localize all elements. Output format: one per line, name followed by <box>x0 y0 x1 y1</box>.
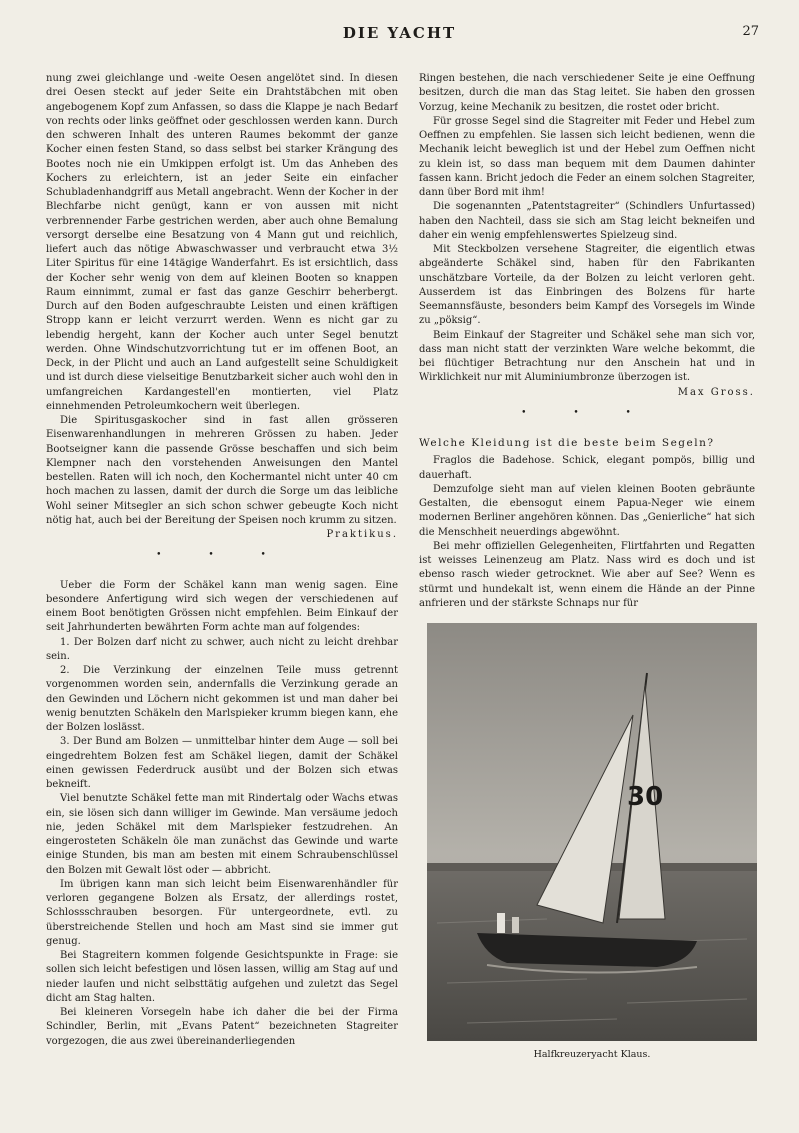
list-item: 3. Der Bund am Bolzen — unmittelbar hinter dem Auge — soll bei eingedrehtem Bolzen fest am Schäkel liegen, damit der Schäkel einen gewissen Federdruck ausübt und der Bolzen sich etwas bekneift. <box>46 736 398 790</box>
section-separator: • • • <box>521 407 653 418</box>
photo-caption: Halfkreuzeryacht Klaus. <box>533 1049 651 1060</box>
journal-title: DIE YACHT <box>342 24 457 42</box>
section-separator: • • • <box>156 550 288 561</box>
paragraph: Die Spiritusgaskocher sind in fast allen grösseren Eisenwarenhandlungen in mehreren Grössen zu haben. Jeder Bootseigner kann die passende Grösse beschaffen und sich beim Klempner nach den vorstehenden Anweisungen den Mantel bestellen. Raten will ich noch, den Kochermantel nicht unter 40 cm hoch machen zu lassen, damit der durch die Sorge um das leibliche Wohl seiner Mitsegler an sich schon schwer gebeugte Koch nicht nötig hat, auch bei der Bereitung der Speisen noch krumm zu sitzen. <box>46 415 398 526</box>
paragraph: Bei mehr offiziellen Gelegenheiten, Flirtfahrten und Regatten ist weisses Leinenzeug am Platz. Nass wird es doch und ist ebenso rasch wieder getrocknet. Wie aber auf See? Wenn es stürmt und hundekalt ist, wenn einem die Hände an der Pinne anfrieren und der stärkste Schnaps nur für <box>419 540 755 609</box>
paragraph: Mit Steckbolzen versehene Stagreiter, die eigentlich etwas abgeänderte Schäkel sind, haben für den Fabrikanten unschätzbare Vorteile, da der Bolzen zu leicht verloren geht. Ausserdem ist das Einbringen des Bolzens für harte Seemannsfäuste, besonders beim Kampf des Vorsegels im Winde zu „pöksig“. <box>419 244 755 327</box>
paragraph: Fraglos die Badehose. Schick, elegant pompös, billig und dauerhaft. <box>419 455 755 481</box>
paragraph: Bei Stagreitern kommen folgende Gesichtspunkte in Frage: sie sollen sich leicht befestigen und lösen lassen, willig am Stag auf und nieder laufen und nicht selbsttätig aufgehen und zuletzt das Segel dicht am Stag halten. <box>46 950 398 1004</box>
page-header <box>40 24 759 50</box>
author-signature: Praktikus. <box>326 529 398 540</box>
list-item: 1. Der Bolzen darf nicht zu schwer, auch nicht zu leicht drehbar sein. <box>46 636 398 662</box>
author-signature: Max Gross. <box>677 386 755 398</box>
left-column <box>46 72 398 1112</box>
paragraph: Die sogenannten „Patentstagreiter“ (Schindlers Unfurtassed) haben den Nachteil, dass sie sich am Stag leicht bekneifen und daher ein wenig empfehlenswertes Spielzeug sind. <box>419 201 755 241</box>
paragraph: Ringen bestehen, die nach verschiedener Seite je eine Oeffnung besitzen, durch die man das Stag leitet. Sie haben den grossen Vorzug, keine Mechanik zu besitzen, die rostet oder bricht. <box>419 73 755 113</box>
list-item: 2. Die Verzinkung der einzelnen Teile muss getrennt vorgenommen worden sein, andernfalls die Verzinkung gerade an den Gewinden und Löchern nicht gekommen ist und man daher bei wenig benutzten Schäkeln den Marlspieker krumm biegen kann, ehe der Bolzen loslässt. <box>46 665 398 733</box>
paragraph: Für grosse Segel sind die Stagreiter mit Feder und Hebel zum Oeffnen zu empfehlen. Sie lassen sich leicht bedienen, wenn die Mechanik leicht beweglich ist und der Hebel zum Oeffnen nicht zu klein ist, so dass man bequem mit dem Daumen dahinter fassen kann. Bricht jedoch die Feder an einem solchen Stagreiter, dann über Bord mit ihm! <box>419 115 755 198</box>
sail-number: 30 <box>627 782 664 812</box>
paragraph: Demzufolge sieht man auf vielen kleinen Booten gebräunte Gestalten, die ebensogut einem Papua-Neger wie einem modernen Berliner angehören können. Das „Genierliche“ hat sich die Menschheit neuerdings abgewöhnt. <box>419 483 755 538</box>
paragraph: Bei kleineren Vorsegeln habe ich daher die bei der Firma Schindler, Berlin, mit „Evans Patent“ bezeichneten Stagreiter vorgezogen, die aus zwei übereinanderliegenden <box>46 1007 398 1047</box>
paragraph: Beim Einkauf der Stagreiter und Schäkel sehe man sich vor, dass man nicht statt der verzinkten Ware welche bekommt, die bei flüchtiger Betrachtung nur den Anschein hat und in Wirklichkeit nur mit Aluminiumbronze überzogen ist. <box>419 329 755 384</box>
section-heading: Welche Kleidung ist die beste beim Segeln? <box>419 437 715 449</box>
paragraph: nung zwei gleichlange und -weite Oesen angelötet sind. In diesen drei Oesen steckt auf jeder Seite ein Drahtstäbchen mit oben angebogenem Kopf zum Anfassen, so dass die Klappe je nach Bedarf von rechts oder links geöffnet oder geschlossen werden kann. Durch den schweren Inhalt des unteren Raumes bekommt der ganze Kocher einen festen Stand, so dass selbst bei starker Krängung des Bootes noch nie ein Umkippen erfolgt ist. Um das Anheben des Kochers zu erleichtern, ist an jeder Seite ein einfacher Schubladenhandgriff aus Metall angebracht. Wenn der Kocher in der Blechfarbe nicht genügt, kann er von aussen mit nicht verbrennender Farbe gestrichen werden, aber auch ohne Bemalung versorgt derselbe eine Besatzung von 4 Mann gut und reichlich, liefert auch das nötige Abwaschwasser und verbraucht etwa 3½ Liter Spiritus für eine 14tägige Wanderfahrt. Es ist ersichtlich, dass der Kocher sehr wenig von dem auf kleinen Booten so knappen Raum einnimmt, zumal er fast das ganze Geschirr beherbergt. Durch auf den Boden aufgeschraubte Leisten und einen kräftigen Stropp kann er leicht verzurrt werden. Wenn es nicht gar zu lebendig hergeht, kann der Kocher auch unter Segel benutzt werden. Ohne Windschutzvorrichtung tut er im offenen Boot, an Deck, in der Plicht und auch an Land aufgestellt seine Schuldigkeit und ist durch diese vielseitige Benutzbarkeit sicher auch wohl den in umfangreichen Kardangestell'en montierten, viel Platz einnehmenden Petroleumkochern weit überlegen. <box>46 73 398 412</box>
paragraph: Im übrigen kann man sich leicht beim Eisenwarenhändler für verloren gegangene Bolzen als Ersatz, der allerdings rostet, Schlossschrauben besorgen. Für untergeordnete, evtl. zu überstreichende Stellen und hoch am Mast sind sie immer gut genug. <box>46 878 398 947</box>
yacht-photo <box>427 623 757 1041</box>
paragraph: Ueber die Form der Schäkel kann man wenig sagen. Eine besondere Anfertigung wird sich wegen der verschiedenen auf einem Boot benötigten Grössen nicht empfehlen. Beim Einkauf der seit Jahrhunderten bewährten Form achte man auf folgendes: <box>46 579 398 634</box>
page-number: 27 <box>742 24 759 39</box>
right-column <box>419 72 755 622</box>
paragraph: Viel benutzte Schäkel fette man mit Rindertalg oder Wachs etwas ein, sie lösen sich dann williger im Gewinde. Man versäume jedoch nie, jeden Schäkel mit dem Marlspieker festzudrehen. An eingerosteten Schäkeln öle man zunächst das Gewinde und warte einige Stunden, bis man am besten mit einem Schraubenschlüssel den Bolzen mit Gewalt löst oder — abbricht. <box>46 793 398 876</box>
